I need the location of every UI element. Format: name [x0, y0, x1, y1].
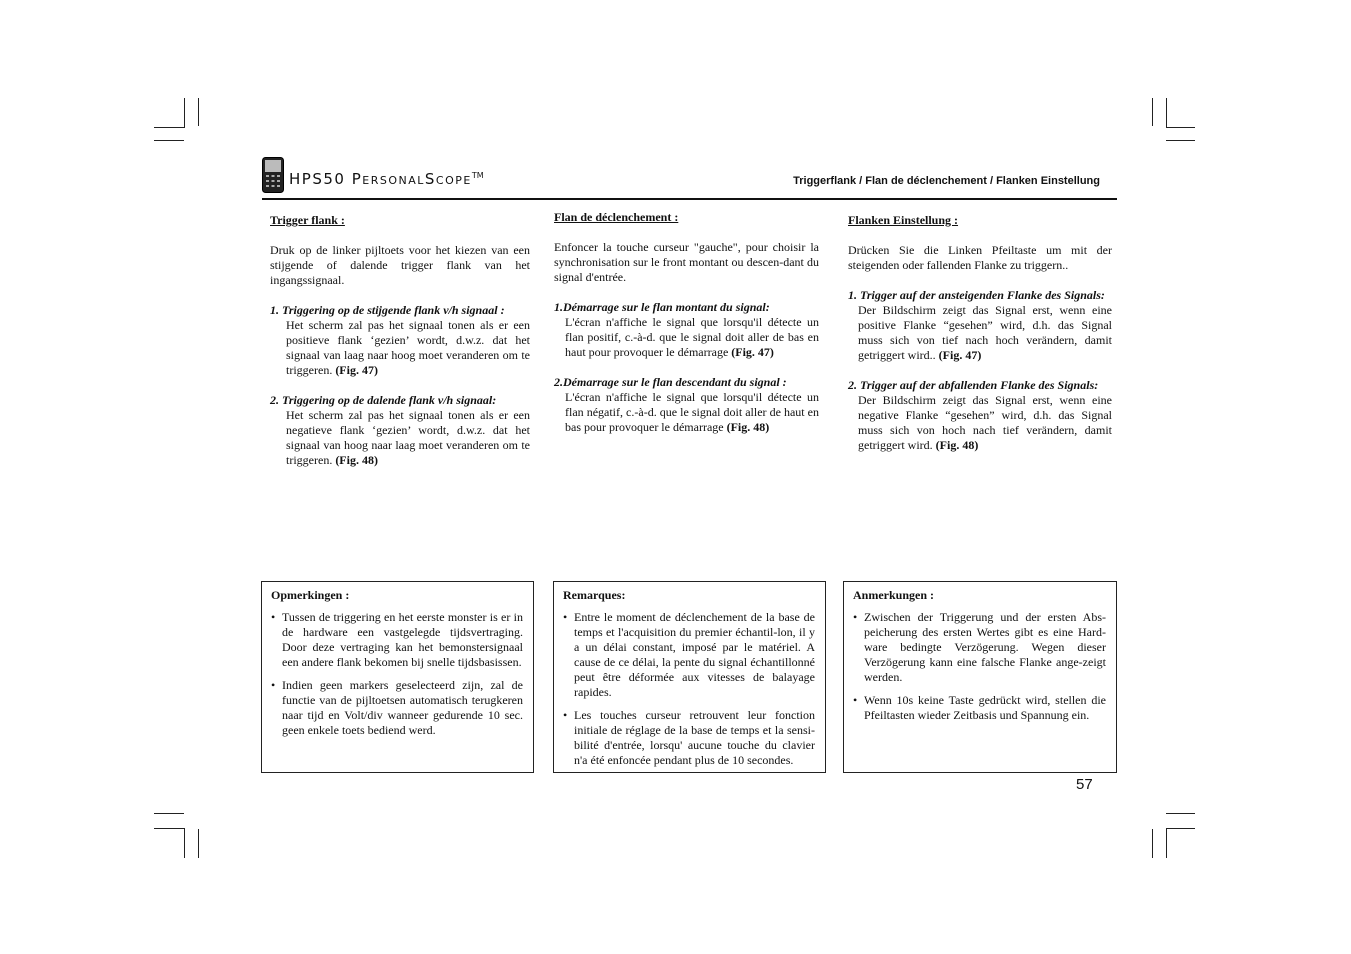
- item-title: 2. Triggering op de dalende flank v/h signaal:: [270, 393, 497, 407]
- item-title: 1. Trigger auf der ansteigenden Flanke des Signals:: [848, 288, 1105, 302]
- notes-box-german: [843, 581, 1117, 773]
- item-title: 2. Trigger auf der abfallenden Flanke des Signals:: [848, 378, 1099, 392]
- product-title: HPS50 PersonalScope™: [289, 170, 484, 188]
- item-body: L'écran n'affiche le signal que lorsqu'il détecte un flan positif, c.-à-d. que le signal doit aller de bas en haut pour provoquer le démarrage (Fig. 47): [565, 315, 819, 359]
- item-body: Het scherm zal pas het signaal tonen als er een negatieve flank ‘gezien’ wordt, d.w.z. dat het signaal van hoog naar laag moet veranderen om te triggeren. (Fig. 48): [286, 408, 530, 467]
- notes-heading: Anmerkungen :: [853, 588, 935, 602]
- item-body: Het scherm zal pas het signaal tonen als er een positieve flank ‘gezien’ wordt, d.w.z. dat het signaal van laag naar hoog moet veranderen om te triggeren. (Fig. 47): [286, 318, 530, 377]
- page-number: 57: [1076, 776, 1093, 793]
- list-item: [848, 288, 1112, 363]
- header-divider: [262, 198, 1117, 200]
- figure-ref: (Fig. 47): [938, 348, 982, 362]
- item-body: Der Bildschirm zeigt das Signal erst, wenn eine positive Flanke “gesehen” wird, d.h. das Signal muss sich von tief nach hoch verändern, damit getriggert wird.. (Fig. 47): [858, 303, 1112, 362]
- notes-heading: Opmerkingen :: [271, 588, 350, 602]
- notes-box-dutch: [261, 581, 534, 773]
- column-french: [554, 210, 819, 435]
- section-heading: Flanken Einstellung :: [848, 213, 959, 227]
- item-title: 1. Triggering op de stijgende flank v/h signaal :: [270, 303, 505, 317]
- figure-ref: (Fig. 47): [335, 363, 378, 377]
- bullet-item: • Les touches curseur retrouvent leur fonction initiale de réglage de la base de temps et la sensi-bilité d'entrée, lorsqu' aucune touche du clavier n'a été enfoncée pendant plus de 10 secondes.: [563, 708, 815, 768]
- bullet-item: • Indien geen markers geselecteerd zijn, zal de functie van de pijltoetsen automatisch terugkeren naar tijd en Volt/div wanneer gedurende 10 sec. geen enkele toets bediend werd.: [271, 678, 523, 738]
- column-german: [848, 213, 1112, 453]
- list-item: [848, 378, 1112, 453]
- device-logo-icon: [262, 157, 284, 193]
- item-title: 2.Démarrage sur le flan descendant du signal :: [554, 375, 787, 389]
- item-body: L'écran n'affiche le signal que lorsqu'il détecte un flan négatif, c.-à-d. que le signal doit aller de haut en bas pour provoquer le démarrage (Fig. 48): [565, 390, 819, 434]
- bullet-item: • Tussen de triggering en het eerste monster is er in de hardware een vastgelegde tijdsvertraging. Door deze vertraging kan het bemonstersignaal een andere flank bekomen bij snelle tijdsbasissen.: [271, 610, 523, 670]
- list-item: [554, 300, 819, 360]
- bullet-item: • Wenn 10s keine Taste gedrückt wird, stellen die Pfeiltasten wieder Zeitbasis und Spannung ein.: [853, 693, 1106, 723]
- intro-text: Enfoncer la touche curseur "gauche", pour choisir la synchronisation sur le front montant ou descen-dant du signal d'entrée.: [554, 240, 819, 284]
- section-heading: Trigger flank :: [270, 213, 345, 227]
- section-heading: Flan de déclenchement :: [554, 210, 679, 224]
- section-title: Triggerflank / Flan de déclenchement / Flanken Einstellung: [793, 175, 1100, 187]
- list-item: [270, 303, 530, 378]
- figure-ref: (Fig. 48): [335, 453, 378, 467]
- figure-ref: (Fig. 48): [935, 438, 979, 452]
- figure-ref: (Fig. 47): [731, 345, 774, 359]
- item-title: 1.Démarrage sur le flan montant du signal:: [554, 300, 770, 314]
- intro-text: Druk op de linker pijltoets voor het kiezen van een stijgende of dalende trigger flank van het ingangssignaal.: [270, 243, 530, 287]
- notes-box-french: [553, 581, 826, 773]
- bullet-item: • Zwischen der Triggerung und der ersten Abs-peicherung des ersten Wertes gibt es eine Hard-ware bedingte Verzögerung. Wegen dieser Verzögerung kann eine falsche Flanke ange-zeigt werden.: [853, 610, 1106, 685]
- list-item: [554, 375, 819, 435]
- column-dutch: [270, 213, 530, 468]
- notes-heading: Remarques:: [563, 588, 626, 602]
- item-body: Der Bildschirm zeigt das Signal erst, wenn eine negative Flanke “gesehen” wird, d.h. das Signal muss sich von hoch nach tief verändern, damit getriggert wird. (Fig. 48): [858, 393, 1112, 452]
- figure-ref: (Fig. 48): [726, 420, 770, 434]
- list-item: [270, 393, 530, 468]
- intro-text: Drücken Sie die Linken Pfeiltaste um mit der steigenden oder fallenden Flanke zu triggern..: [848, 243, 1112, 272]
- bullet-item: • Entre le moment de déclenchement de la base de temps et l'acquisition du premier échantil-lon, il y a un délai constant, imposé par le matériel. A cause de ce délai, la pente du signal échantillonné peut être déformée aux vitesses de balayage rapides.: [563, 610, 815, 700]
